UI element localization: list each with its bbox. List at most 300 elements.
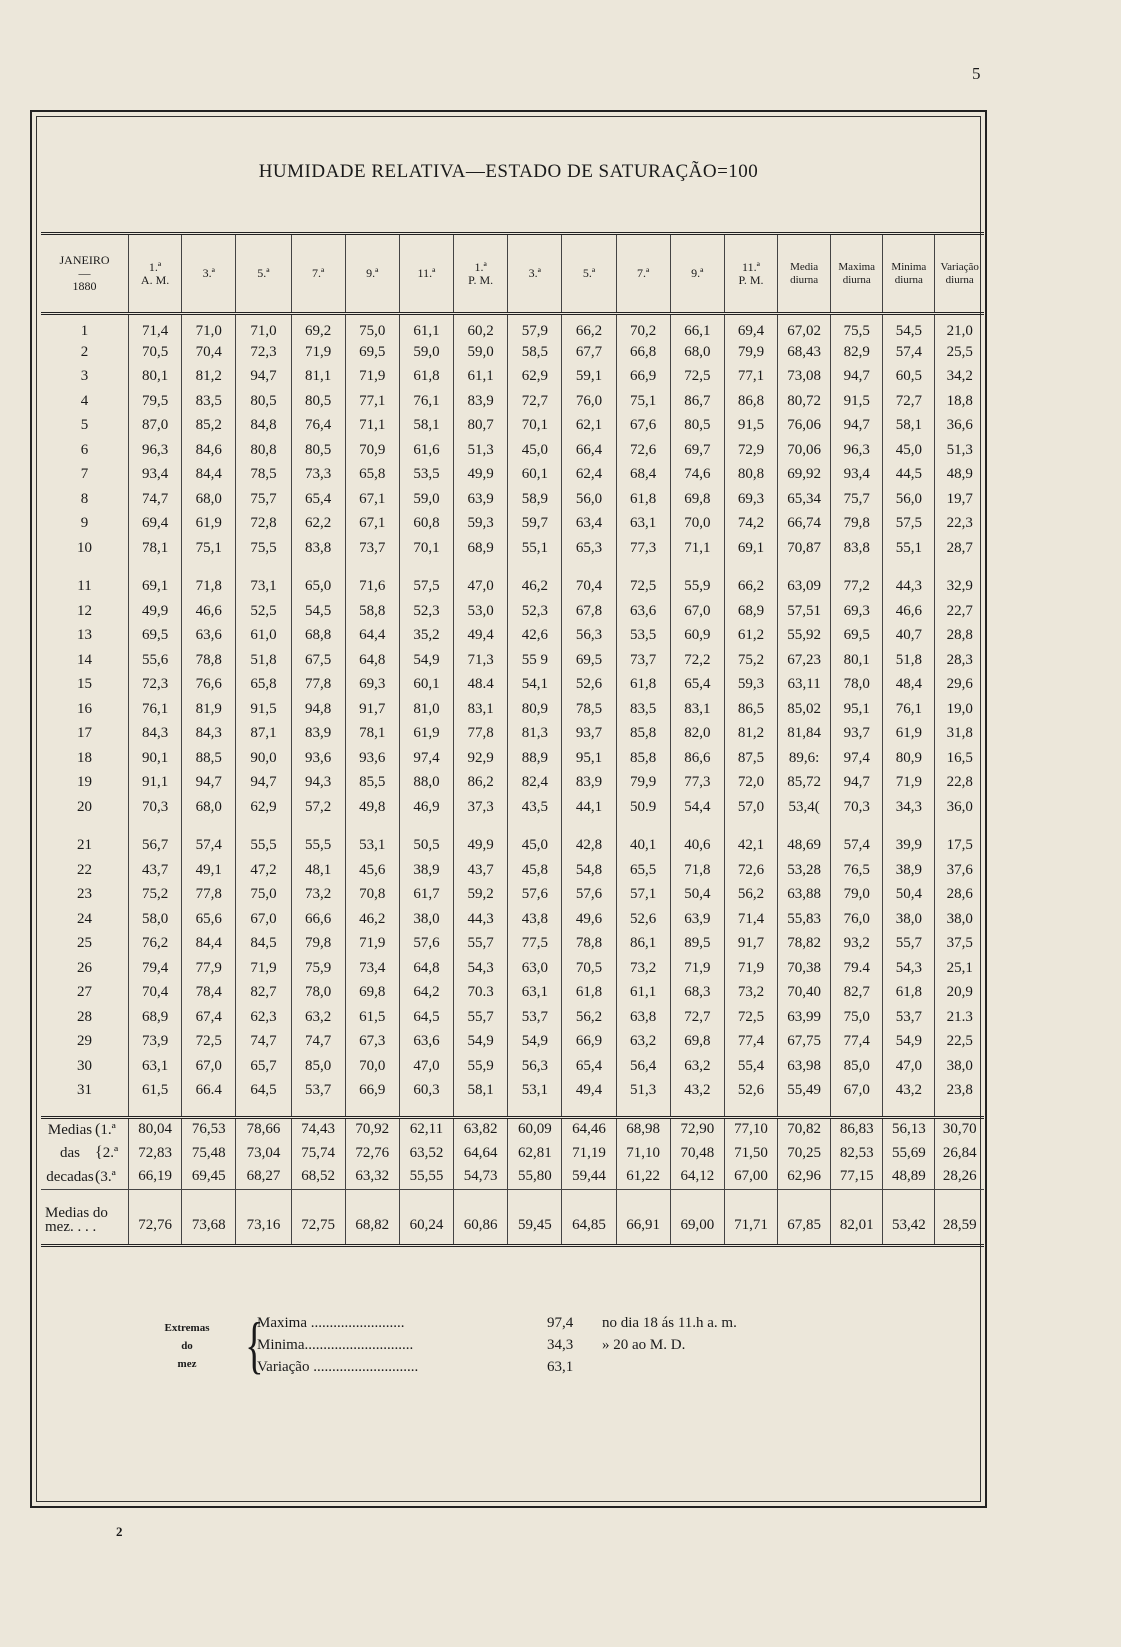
value-cell: 51,3 — [935, 438, 984, 463]
value-cell: 94,7 — [831, 414, 883, 439]
value-cell: 55,4 — [724, 1054, 777, 1079]
value-cell: 20,9 — [935, 981, 984, 1006]
value-cell: 62,96 — [778, 1165, 831, 1189]
value-cell: 76,6 — [182, 673, 236, 698]
value-cell: 56,0 — [562, 487, 616, 512]
value-cell: 85,5 — [345, 771, 399, 796]
header-year: 1880 — [72, 279, 97, 293]
value-cell: 67,0 — [182, 1054, 236, 1079]
value-cell: 66,2 — [562, 314, 616, 341]
value-cell: 68,4 — [616, 463, 670, 488]
decada-label — [41, 1165, 129, 1189]
value-cell: 70,1 — [508, 414, 562, 439]
value-cell: 78,0 — [831, 673, 883, 698]
value-cell: 67,1 — [345, 487, 399, 512]
value-cell: 52,5 — [236, 599, 291, 624]
value-cell: 68,98 — [616, 1117, 670, 1141]
header-text-line: Media — [790, 260, 819, 273]
header-text-line: 7.ª — [637, 266, 650, 280]
value-cell: 48.4 — [454, 673, 508, 698]
value-cell: 63,2 — [616, 1030, 670, 1055]
value-cell: 89,6: — [778, 746, 831, 771]
value-cell: 96,3 — [831, 438, 883, 463]
value-cell: 65,5 — [616, 858, 670, 883]
spacer-cell — [399, 820, 453, 834]
value-cell: 72,90 — [670, 1117, 724, 1141]
value-cell: 89,5 — [670, 932, 724, 957]
spacer-cell — [236, 1103, 291, 1117]
table-row — [41, 981, 984, 1006]
value-cell: 28,6 — [935, 883, 984, 908]
value-cell: 56,7 — [129, 834, 182, 859]
value-cell: 71,0 — [182, 314, 236, 341]
day-label: 28 — [77, 1008, 92, 1025]
value-cell: 93,6 — [345, 746, 399, 771]
spacer-cell — [508, 1103, 562, 1117]
value-cell: 88,0 — [399, 771, 453, 796]
value-cell: 82,53 — [831, 1141, 883, 1165]
decada-group-label: das — [60, 1145, 80, 1161]
table-row — [41, 536, 984, 561]
value-cell: 39,9 — [883, 834, 935, 859]
value-cell: 63,1 — [508, 981, 562, 1006]
value-cell: 19,7 — [935, 487, 984, 512]
value-cell: 66,74 — [778, 512, 831, 537]
day-label: 24 — [77, 910, 92, 927]
value-cell: 72,3 — [129, 673, 182, 698]
value-cell: 61,22 — [616, 1165, 670, 1189]
value-cell: 70,25 — [778, 1141, 831, 1165]
value-cell: 50,5 — [399, 834, 453, 859]
value-cell: 69,7 — [670, 438, 724, 463]
table-row — [41, 1005, 984, 1030]
value-cell: 68,0 — [670, 340, 724, 365]
value-cell: 82,7 — [831, 981, 883, 1006]
value-cell: 75,0 — [345, 314, 399, 341]
header-text-line: A. M. — [140, 272, 170, 287]
header-text-line: 1.ª — [148, 259, 162, 274]
value-cell: 67,4 — [182, 1005, 236, 1030]
day-label: 11 — [77, 578, 92, 595]
value-cell: 58,8 — [345, 599, 399, 624]
value-cell: 69,1 — [129, 575, 182, 600]
value-cell: 97,4 — [831, 746, 883, 771]
spacer-cell — [41, 561, 129, 575]
value-cell: 76,1 — [399, 389, 453, 414]
value-cell: 67,1 — [345, 512, 399, 537]
value-cell: 91,7 — [345, 697, 399, 722]
value-cell: 69,5 — [831, 624, 883, 649]
spacer-cell — [778, 561, 831, 575]
value-cell: 49,8 — [345, 795, 399, 820]
value-cell: 81,2 — [724, 722, 777, 747]
value-cell: 68,27 — [236, 1165, 291, 1189]
extremas-name: Maxima ......................... — [257, 1315, 405, 1331]
value-cell: 76,4 — [291, 414, 345, 439]
value-cell: 78,82 — [778, 932, 831, 957]
value-cell: 57,6 — [562, 883, 616, 908]
value-cell: 63,98 — [778, 1054, 831, 1079]
value-cell: 54,3 — [883, 956, 935, 981]
value-cell: 59,0 — [399, 487, 453, 512]
value-cell: 60,24 — [399, 1189, 453, 1245]
value-cell: 91,7 — [724, 932, 777, 957]
value-cell: 83,1 — [454, 697, 508, 722]
table-row — [41, 932, 984, 957]
extremas-label — [147, 1319, 227, 1373]
table-body — [41, 314, 984, 1246]
value-cell: 49,4 — [562, 1079, 616, 1104]
value-cell: 37,6 — [935, 858, 984, 883]
value-cell: 81,0 — [399, 697, 453, 722]
value-cell: 74,7 — [129, 487, 182, 512]
value-cell: 69,00 — [670, 1189, 724, 1245]
value-cell: 45,8 — [508, 858, 562, 883]
value-cell: 28,26 — [935, 1165, 984, 1189]
value-cell: 75,5 — [236, 536, 291, 561]
value-cell: 50.9 — [616, 795, 670, 820]
value-cell: 72,76 — [345, 1141, 399, 1165]
value-cell: 65,3 — [562, 536, 616, 561]
value-cell: 62,3 — [236, 1005, 291, 1030]
header-text-line: diurna — [842, 273, 871, 286]
value-cell: 69,3 — [831, 599, 883, 624]
value-cell: 57,4 — [831, 834, 883, 859]
day-label: 1 — [80, 323, 89, 339]
extremas-value: 63,1 — [547, 1359, 574, 1375]
extremas-name: Minima............................. — [257, 1337, 414, 1353]
value-cell: 53,5 — [616, 624, 670, 649]
value-cell: 77,3 — [670, 771, 724, 796]
value-cell: 53,7 — [883, 1005, 935, 1030]
day-label: 10 — [77, 539, 92, 556]
header-text-line: P. M. — [468, 272, 494, 287]
value-cell: 57,0 — [724, 795, 777, 820]
spacer-row — [41, 820, 984, 834]
header-month-year — [41, 234, 129, 314]
value-cell: 95,1 — [562, 746, 616, 771]
header-hour-8 — [508, 234, 562, 314]
value-cell: 46,2 — [508, 575, 562, 600]
value-cell: 76,1 — [883, 697, 935, 722]
value-cell: 46,6 — [883, 599, 935, 624]
value-cell: 62,9 — [508, 365, 562, 390]
day-label: 7 — [80, 466, 89, 483]
value-cell: 80,72 — [778, 389, 831, 414]
spacer-cell — [291, 561, 345, 575]
header-text-line: 11.ª — [417, 266, 436, 280]
value-cell: 55,80 — [508, 1165, 562, 1189]
decada-number: 2.ª — [102, 1145, 119, 1161]
value-cell: 44,3 — [883, 575, 935, 600]
value-cell: 80,5 — [291, 438, 345, 463]
table-row — [41, 858, 984, 883]
value-cell: 56,13 — [883, 1117, 935, 1141]
value-cell: 16,5 — [935, 746, 984, 771]
value-cell: 70,5 — [129, 340, 182, 365]
value-cell: 55,6 — [129, 648, 182, 673]
value-cell: 58,1 — [454, 1079, 508, 1104]
value-cell: 63,0 — [508, 956, 562, 981]
table-row — [41, 834, 984, 859]
spacer-cell — [41, 820, 129, 834]
value-cell: 54,4 — [670, 795, 724, 820]
value-cell: 83,5 — [616, 697, 670, 722]
day-label: 15 — [77, 676, 92, 693]
header-text-line: diurna — [945, 273, 974, 286]
value-cell: 49,9 — [129, 599, 182, 624]
value-cell: 77,5 — [508, 932, 562, 957]
value-cell: 21.3 — [935, 1005, 984, 1030]
header-text-line: 3.ª — [528, 266, 541, 280]
value-cell: 83,5 — [182, 389, 236, 414]
value-cell: 63,1 — [616, 512, 670, 537]
value-cell: 61,2 — [724, 624, 777, 649]
spacer-cell — [129, 820, 182, 834]
extremas-label-2: do — [181, 1340, 193, 1352]
spacer-cell — [562, 820, 616, 834]
value-cell: 61,9 — [182, 512, 236, 537]
table-row — [41, 1030, 984, 1055]
mes-label-top: Medias do — [45, 1204, 108, 1221]
value-cell: 62,11 — [399, 1117, 453, 1141]
value-cell: 63,9 — [454, 487, 508, 512]
day-label: 5 — [80, 417, 89, 434]
spacer-cell — [778, 820, 831, 834]
value-cell: 70,4 — [182, 340, 236, 365]
value-cell: 61,8 — [616, 673, 670, 698]
value-cell: 70,1 — [399, 536, 453, 561]
value-cell: 77,3 — [616, 536, 670, 561]
spacer-cell — [508, 820, 562, 834]
table-row — [41, 487, 984, 512]
value-cell: 66,6 — [291, 907, 345, 932]
value-cell: 86,1 — [616, 932, 670, 957]
value-cell: 38,0 — [399, 907, 453, 932]
value-cell: 58,5 — [508, 340, 562, 365]
value-cell: 82,7 — [236, 981, 291, 1006]
value-cell: 55,5 — [291, 834, 345, 859]
value-cell: 83,9 — [291, 722, 345, 747]
day-label: 4 — [80, 392, 89, 409]
day-label: 8 — [80, 490, 89, 507]
value-cell: 21,0 — [935, 314, 984, 341]
value-cell: 28,3 — [935, 648, 984, 673]
value-cell: 38,0 — [935, 907, 984, 932]
day-label: 3 — [80, 368, 89, 385]
value-cell: 54,1 — [508, 673, 562, 698]
value-cell: 61,5 — [345, 1005, 399, 1030]
value-cell: 74,2 — [724, 512, 777, 537]
value-cell: 75,0 — [236, 883, 291, 908]
value-cell: 74,7 — [291, 1030, 345, 1055]
decada-group-label: decadas — [46, 1168, 94, 1185]
value-cell: 69,5 — [129, 624, 182, 649]
value-cell: 84,3 — [182, 722, 236, 747]
value-cell: 70,8 — [345, 883, 399, 908]
value-cell: 94,7 — [182, 771, 236, 796]
value-cell: 72,3 — [236, 340, 291, 365]
value-cell: 77,8 — [182, 883, 236, 908]
value-cell: 73,2 — [724, 981, 777, 1006]
spacer-cell — [508, 561, 562, 575]
spacer-row — [41, 561, 984, 575]
value-cell: 88,9 — [508, 746, 562, 771]
value-cell: 73,2 — [616, 956, 670, 981]
spacer-cell — [345, 820, 399, 834]
value-cell: 25,1 — [935, 956, 984, 981]
value-cell: 62,9 — [236, 795, 291, 820]
header-hour-6 — [399, 234, 453, 314]
value-cell: 71,9 — [345, 365, 399, 390]
value-cell: 48,89 — [883, 1165, 935, 1189]
decada-row — [41, 1117, 984, 1141]
value-cell: 71,3 — [454, 648, 508, 673]
extremas-label-3: mez — [177, 1358, 197, 1370]
decada-group-label: Medias — [47, 1121, 93, 1138]
value-cell: 68,0 — [182, 795, 236, 820]
mes-row — [41, 1189, 984, 1245]
value-cell: 60,8 — [399, 512, 453, 537]
value-cell: 93,6 — [291, 746, 345, 771]
value-cell: 84,5 — [236, 932, 291, 957]
spacer-cell — [935, 561, 984, 575]
value-cell: 55,55 — [399, 1165, 453, 1189]
value-cell: 85,72 — [778, 771, 831, 796]
value-cell: 95,1 — [831, 697, 883, 722]
value-cell: 83,9 — [454, 389, 508, 414]
value-cell: 86,6 — [670, 746, 724, 771]
day-label: 6 — [80, 441, 89, 458]
table-row — [41, 883, 984, 908]
spacer-cell — [724, 820, 777, 834]
value-cell: 73,9 — [129, 1030, 182, 1055]
header-text-line: diurna — [790, 273, 819, 286]
value-cell: 42,8 — [562, 834, 616, 859]
value-cell: 85,02 — [778, 697, 831, 722]
value-cell: 63,52 — [399, 1141, 453, 1165]
table-row — [41, 771, 984, 796]
value-cell: 78,8 — [182, 648, 236, 673]
value-cell: 90,0 — [236, 746, 291, 771]
value-cell: 69,8 — [670, 1030, 724, 1055]
value-cell: 66,8 — [616, 340, 670, 365]
value-cell: 68,82 — [345, 1189, 399, 1245]
value-cell: 67,75 — [778, 1030, 831, 1055]
value-cell: 55,7 — [454, 1005, 508, 1030]
table-frame-inner — [36, 116, 981, 1502]
value-cell: 71,19 — [562, 1141, 616, 1165]
value-cell: 79,0 — [831, 883, 883, 908]
value-cell: 58,1 — [883, 414, 935, 439]
value-cell: 93,7 — [562, 722, 616, 747]
header-text-line: 5.ª — [582, 266, 596, 280]
value-cell: 49,9 — [454, 834, 508, 859]
value-cell: 75,1 — [182, 536, 236, 561]
value-cell: 78,5 — [562, 697, 616, 722]
value-cell: 67,85 — [778, 1189, 831, 1245]
value-cell: 64,12 — [670, 1165, 724, 1189]
value-cell: 53,0 — [454, 599, 508, 624]
value-cell: 60,2 — [454, 314, 508, 341]
value-cell: 80,5 — [291, 389, 345, 414]
value-cell: 22,7 — [935, 599, 984, 624]
value-cell: 34,3 — [883, 795, 935, 820]
value-cell: 71,9 — [670, 956, 724, 981]
value-cell: 53,7 — [508, 1005, 562, 1030]
value-cell: 53,7 — [291, 1079, 345, 1104]
value-cell: 77,8 — [454, 722, 508, 747]
value-cell: 75,74 — [291, 1141, 345, 1165]
value-cell: 50,4 — [670, 883, 724, 908]
value-cell: 72,7 — [508, 389, 562, 414]
value-cell: 55,69 — [883, 1141, 935, 1165]
value-cell: 37,5 — [935, 932, 984, 957]
value-cell: 54,9 — [454, 1030, 508, 1055]
spacer-cell — [291, 1103, 345, 1117]
spacer-cell — [778, 1103, 831, 1117]
value-cell: 93,4 — [129, 463, 182, 488]
header-text-line: 1.ª — [474, 259, 487, 274]
day-label: 19 — [77, 774, 92, 791]
value-cell: 86,5 — [724, 697, 777, 722]
value-cell: 85,2 — [182, 414, 236, 439]
value-cell: 23,8 — [935, 1079, 984, 1104]
value-cell: 79,8 — [291, 932, 345, 957]
value-cell: 78,1 — [129, 536, 182, 561]
spacer-cell — [616, 820, 670, 834]
value-cell: 73,3 — [291, 463, 345, 488]
header-text-line: Maxima — [838, 260, 876, 273]
value-cell: 94,8 — [291, 697, 345, 722]
spacer-cell — [399, 561, 453, 575]
value-cell: 35,2 — [399, 624, 453, 649]
value-cell: 54,9 — [883, 1030, 935, 1055]
value-cell: 84,3 — [129, 722, 182, 747]
value-cell: 80,8 — [724, 463, 777, 488]
value-cell: 67,7 — [562, 340, 616, 365]
value-cell: 94,7 — [236, 365, 291, 390]
spacer-cell — [935, 820, 984, 834]
value-cell: 61,7 — [399, 883, 453, 908]
value-cell: 76,0 — [831, 907, 883, 932]
value-cell: 52,3 — [508, 599, 562, 624]
spacer-cell — [236, 561, 291, 575]
value-cell: 56,4 — [616, 1054, 670, 1079]
value-cell: 69,8 — [670, 487, 724, 512]
value-cell: 78,4 — [182, 981, 236, 1006]
value-cell: 36,6 — [935, 414, 984, 439]
value-cell: 70,4 — [129, 981, 182, 1006]
value-cell: 66,1 — [670, 314, 724, 341]
value-cell: 65,0 — [291, 575, 345, 600]
value-cell: 64,8 — [399, 956, 453, 981]
value-cell: 71,10 — [616, 1141, 670, 1165]
value-cell: 29,6 — [935, 673, 984, 698]
value-cell: 47,2 — [236, 858, 291, 883]
table-row — [41, 673, 984, 698]
value-cell: 42,1 — [724, 834, 777, 859]
value-cell: 72,6 — [616, 438, 670, 463]
value-cell: 43,2 — [883, 1079, 935, 1104]
value-cell: 59,3 — [724, 673, 777, 698]
value-cell: 94,7 — [831, 365, 883, 390]
value-cell: 57,1 — [616, 883, 670, 908]
value-cell: 80,1 — [831, 648, 883, 673]
value-cell: 73,4 — [345, 956, 399, 981]
value-cell: 47,0 — [883, 1054, 935, 1079]
header-hour-12 — [724, 234, 777, 314]
